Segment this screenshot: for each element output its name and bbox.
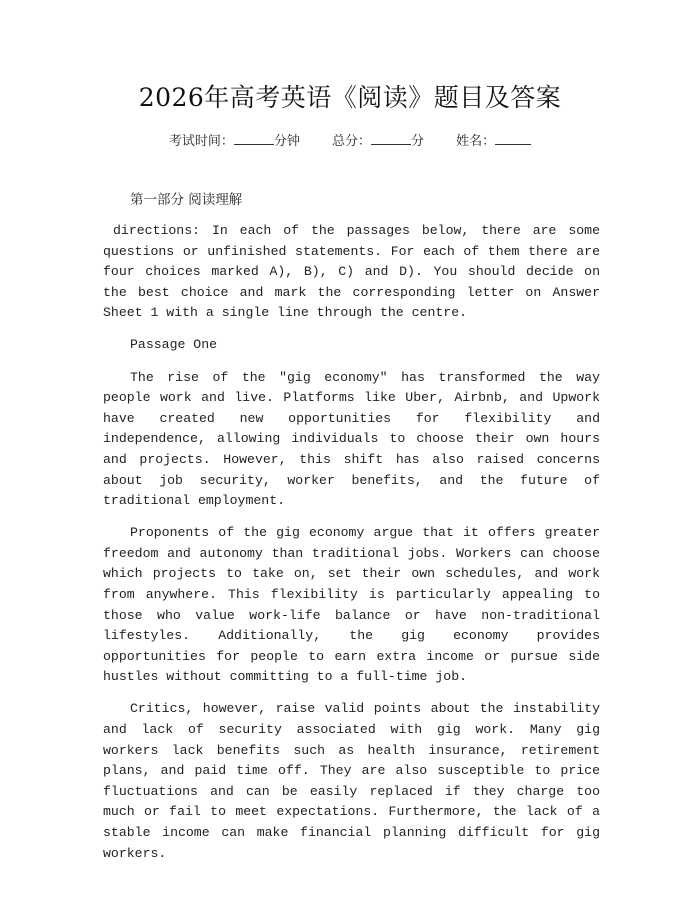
total-score-field (332, 130, 424, 152)
passage-paragraph: Critics, however, raise valid points about the instability and lack of security associated with gig work. Many gig workers lack benefits such as health insurance, retirement plans, and paid time off. They are also susceptible to price fluctuations and can be easily replaced if they charge too much or fail to meet expectations. Furthermore, the lack of a stable income can make financial planning difficult for gig workers. (103, 701, 600, 861)
name-blank (495, 130, 531, 145)
reading-body (103, 221, 600, 876)
passage-paragraph: Proponents of the gig economy argue that it offers greater freedom and autonomy than traditional jobs. Workers can choose which projects to take on, set their own schedules, and work from anywhere. This flexibility is particularly appealing to those who value work-life balance or have non-traditional lifestyles. Additionally, the gig economy provides opportunities for people to earn extra income or pursue side hustles without committing to a full-time job. (103, 525, 600, 685)
total-score-label: 总分： (331, 134, 371, 149)
document-title: 2026年高考英语《阅读》题目及答案 (138, 83, 562, 112)
exam-time-label: 考试时间： (168, 134, 234, 149)
exam-time-blank (234, 130, 274, 145)
directions-paragraph: directions: In each of the passages below, there are some questions or unfinished statements. For each of them there are four choices marked A), B), C) and D). You should decide on the best choice and mark the corresponding letter on Answer Sheet 1 with a single line through the centre. (103, 223, 600, 321)
section-heading: 第一部分 阅读理解 (130, 192, 243, 208)
exam-time-field (169, 130, 300, 152)
exam-info-line (0, 130, 700, 152)
exam-time-unit: 分钟 (273, 134, 300, 149)
total-score-unit: 分 (411, 134, 425, 149)
passage-label: Passage One (130, 337, 218, 353)
name-label: 姓名： (456, 134, 496, 149)
total-score-blank (371, 130, 411, 145)
passage-paragraph: The rise of the "gig economy" has transformed the way people work and live. Platforms like Uber, Airbnb, and Upwork have created new opportunities for flexibility and independence, allowing individuals to choose their own hours and projects. However, this shift has also raised concerns about job security, worker benefits, and the future of traditional employment. (103, 369, 600, 509)
name-field (456, 130, 531, 152)
